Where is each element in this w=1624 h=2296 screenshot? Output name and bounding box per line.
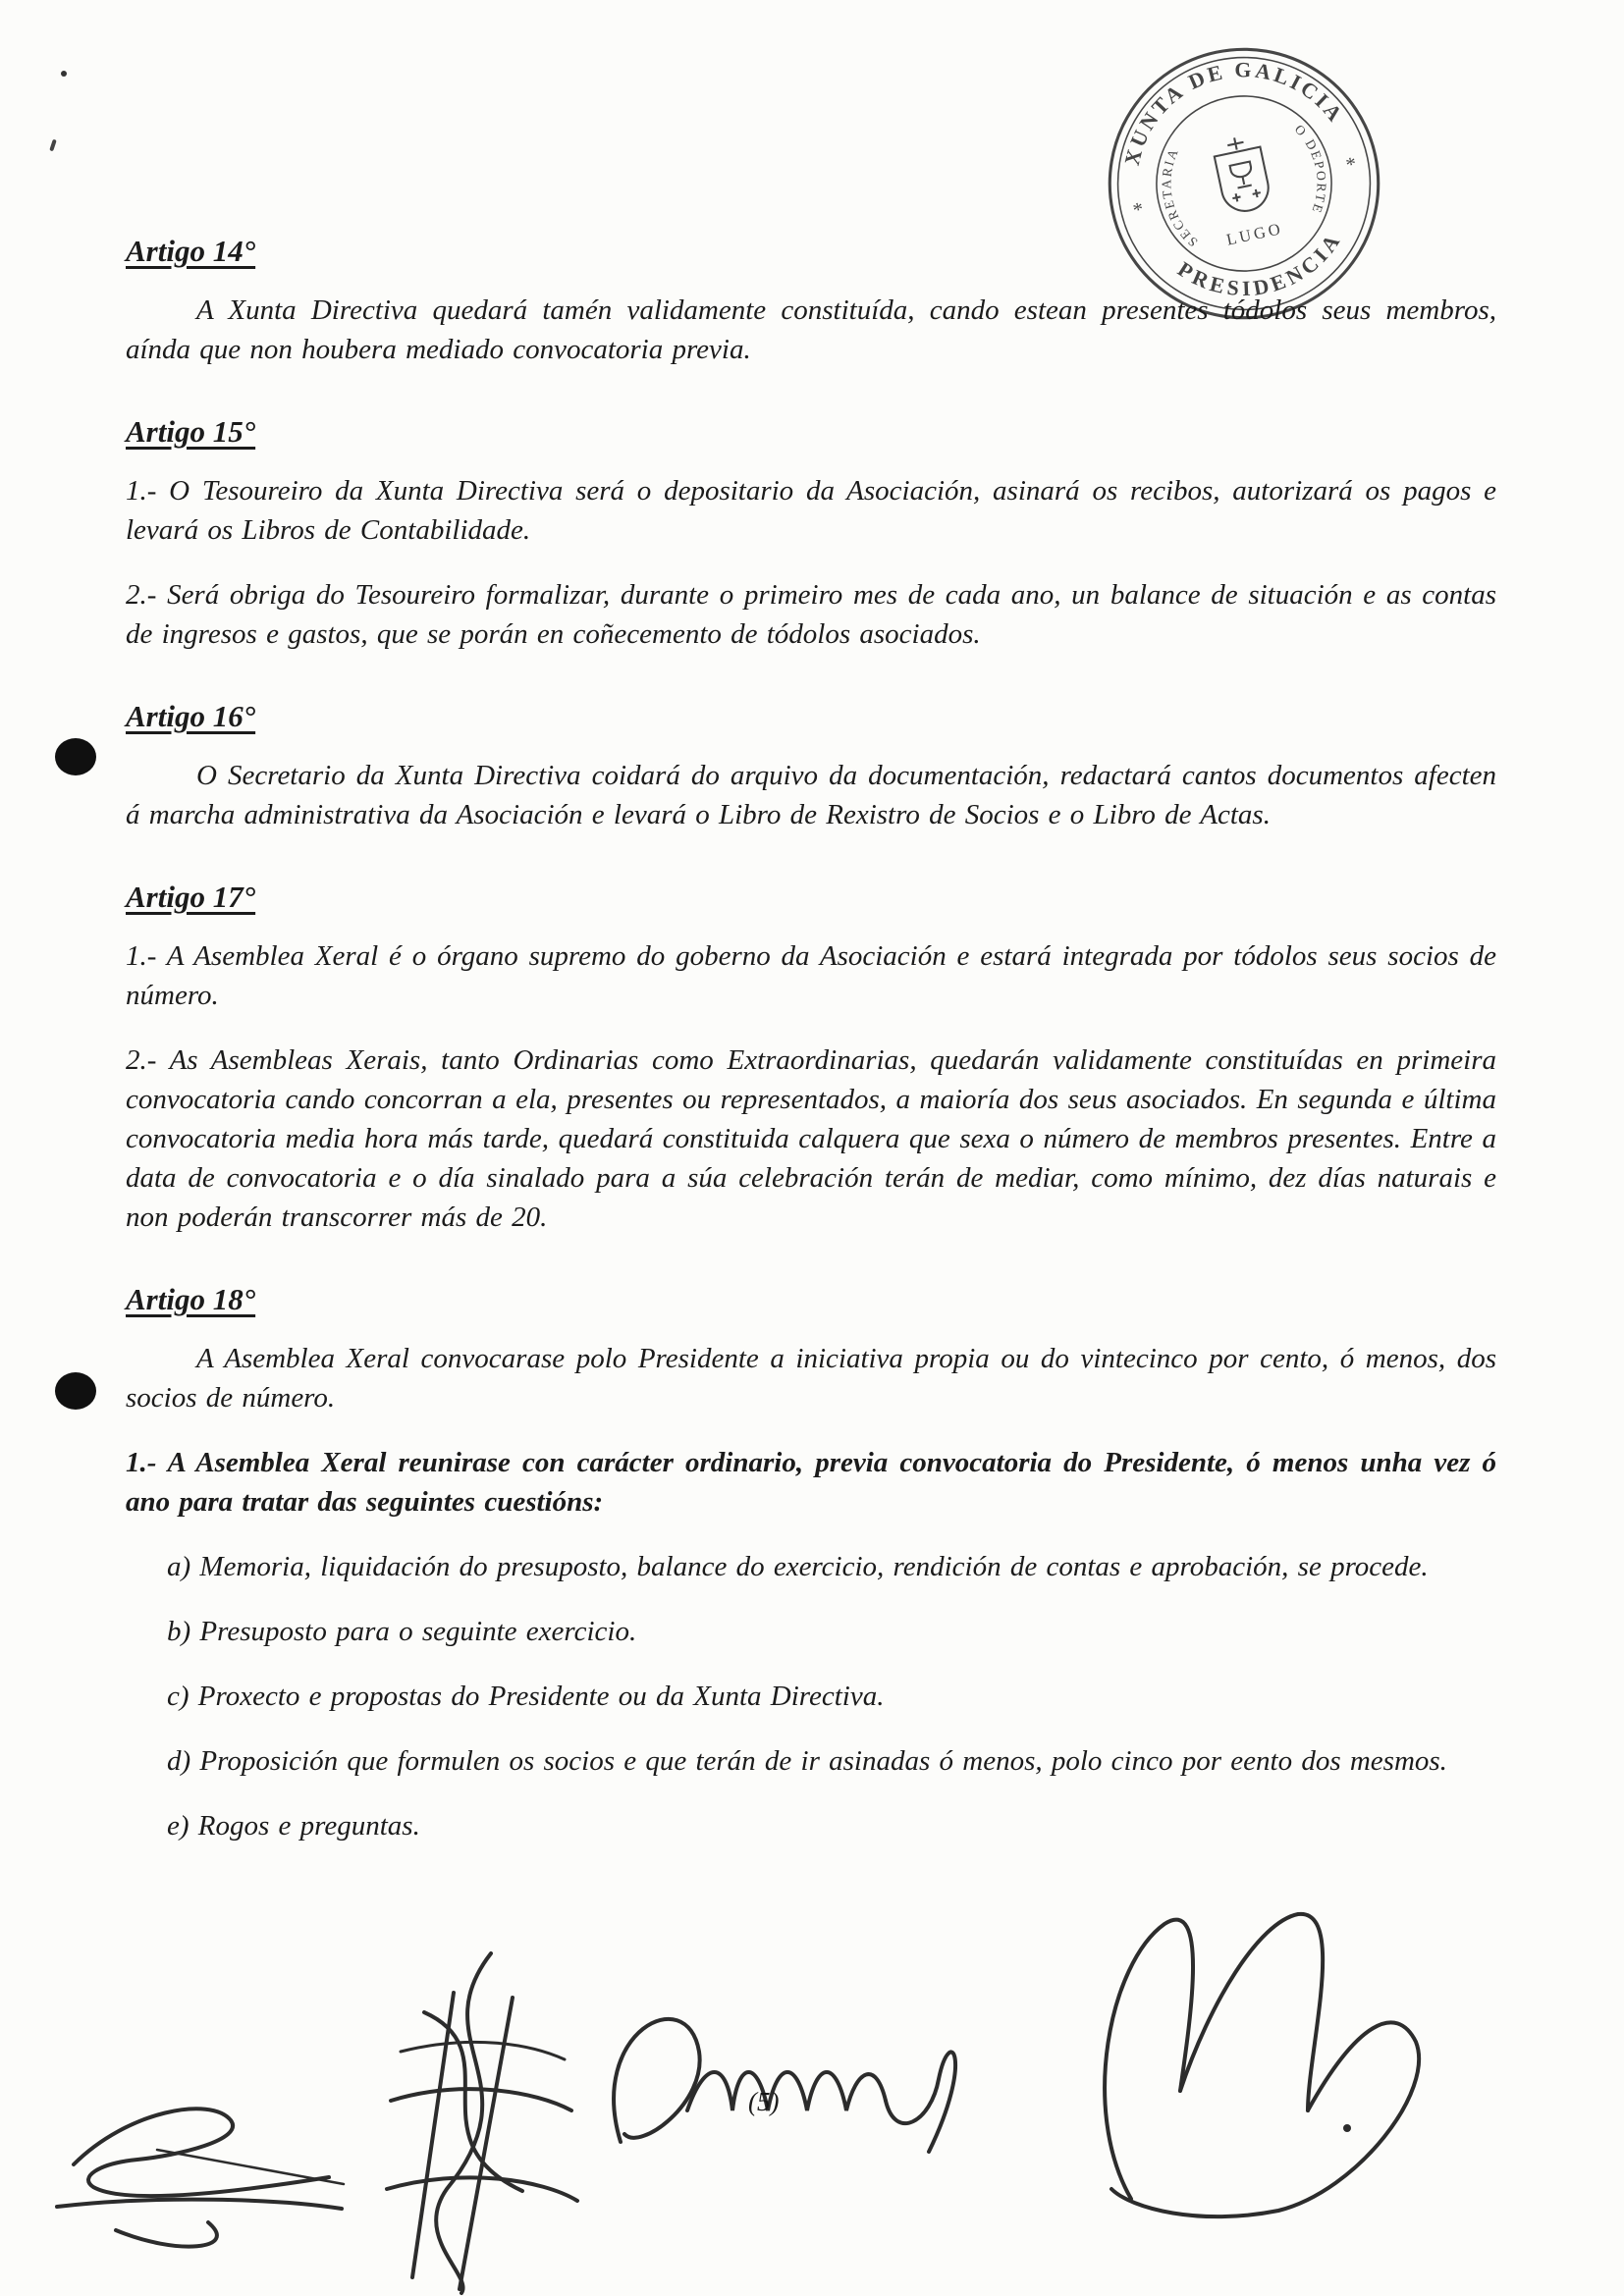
article-16 xyxy=(126,699,1496,834)
signature-1 xyxy=(57,2109,344,2246)
article-17-paragraph-1: 1.- A Asemblea Xeral é o órgano supremo do goberno da Asociación e estará integrada por tódolos seus socios de número. xyxy=(126,940,1496,1012)
article-14-title: Artigo 14° xyxy=(126,234,256,268)
list-item-e: e) Rogos e preguntas. xyxy=(167,1810,420,1842)
seal-star-right: * xyxy=(1343,153,1359,178)
article-14-paragraph-1: A Xunta Directiva quedará tamén validamente constituída, cando estean presentes tódolos seus membros, aínda que non houbera mediado convocatoria previa. xyxy=(126,294,1496,366)
article-15-paragraph-1: 1.- O Tesoureiro da Xunta Directiva será o depositario da Asociación, asinará os recibos, autorizará os pagos e levará os Libros de Contabilidade. xyxy=(126,475,1496,547)
article-17-paragraph-2: 2.- As Asembleas Xerais, tanto Ordinarias como Extraordinarias, quedarán validamente constituídas en primeira convocatoria cando concorran a ela, presentes ou representados, a maioría dos seus asociados. En segunda e última convocatoria media hora más tarde, quedará constituida calquera que sexa o número de membros presentes. Entre a data de convocatoria e o día sinalado para a súa celebración terán de mediar, como mínimo, dez días naturais e non poderán transcorrer más de 20. xyxy=(126,1044,1496,1234)
document-content xyxy=(126,234,1496,1871)
article-16-title: Artigo 16° xyxy=(126,699,256,734)
seal-city-text: LUGO xyxy=(1224,218,1285,249)
article-15-paragraph-2: 2.- Será obriga do Tesoureiro formalizar, durante o primeiro mes de cada ano, un balance de situación e as contas de ingresos e gastos, que se porán en coñecemento de tódolos asociados. xyxy=(126,579,1496,651)
seal-inner-right-textpath: O DEPORTE xyxy=(1291,122,1329,217)
list-item-a: a) Memoria, liquidación do presuposto, balance do exercicio, rendición de contas e aprobación, se procede. xyxy=(167,1551,1429,1583)
signature-3 xyxy=(614,2019,955,2152)
article-18-list xyxy=(167,1547,1496,1845)
article-16-paragraph-1: O Secretario da Xunta Directiva coidará do arquivo da documentación, redactará cantos documentos afecten á marcha administrativa da Asociación e levará o Libro de Rexistro de Socios e o Libro de Actas. xyxy=(126,760,1496,831)
margin-dot-2 xyxy=(55,1372,96,1410)
scan-artifact-dot xyxy=(61,71,67,77)
article-15-title: Artigo 15° xyxy=(126,414,256,450)
page-number: (5) xyxy=(748,2087,780,2116)
signature-4 xyxy=(1105,1914,1419,2216)
seal-ring-top-textpath: XUNTA DE GALICIA xyxy=(1119,58,1349,168)
article-15 xyxy=(126,414,1496,654)
list-item-c: c) Proxecto e propostas do Presidente ou da Xunta Directiva. xyxy=(167,1681,885,1713)
list-item-d: d) Proposición que formulen os socios e que terán de ir asinadas ó menos, polo cinco por eento dos mesmos. xyxy=(167,1745,1447,1778)
seal-ring-bottom-textpath: PRESIDENCIA xyxy=(1173,227,1347,301)
article-17 xyxy=(126,880,1496,1237)
list-item-b: b) Presuposto para o seguinte exercicio. xyxy=(167,1616,637,1648)
seal-star-left: * xyxy=(1131,198,1146,223)
article-18-paragraph-1: A Asemblea Xeral convocarase polo Presidente a iniciativa propia ou do vintecinco por cento, ó menos, dos socios de número. xyxy=(126,1343,1496,1415)
margin-dot-1 xyxy=(55,738,96,775)
article-18-paragraph-2: 1.- A Asemblea Xeral reunirase con carácter ordinario, previa convocatoria do Presidente, ó menos unha vez ó ano para tratar das seguintes cuestións: xyxy=(126,1447,1496,1519)
article-18-title: Artigo 18° xyxy=(126,1282,256,1317)
signature-2 xyxy=(387,1953,577,2293)
seal-inner-left-textpath: SECRETARIA xyxy=(1159,144,1201,250)
article-18 xyxy=(126,1282,1496,1845)
scan-artifact-comma xyxy=(49,139,57,152)
article-17-title: Artigo 17° xyxy=(126,880,256,915)
coat-of-arms xyxy=(1212,133,1272,215)
article-14 xyxy=(126,234,1496,369)
